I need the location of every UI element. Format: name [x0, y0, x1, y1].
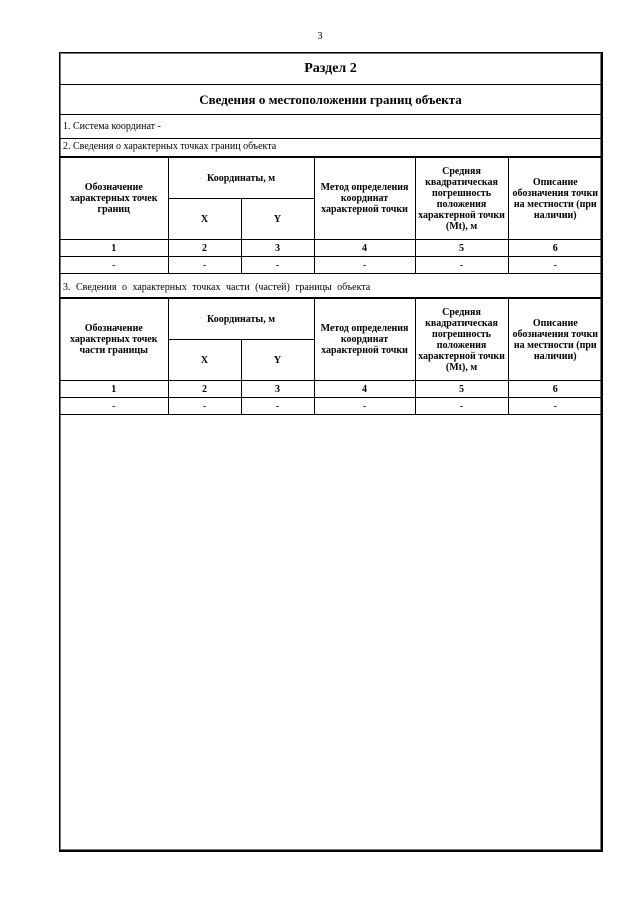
header-y: Y [241, 199, 314, 240]
header-y: Y [241, 340, 314, 381]
table-cell: - [60, 398, 168, 415]
header-error: Средняя квадратическая погрешность положения характерной точки (Mt), м [415, 158, 508, 240]
column-number: 5 [415, 240, 508, 257]
page-number: 3 [317, 31, 323, 42]
header-method: Метод определения координат характерной точки [314, 158, 415, 240]
header-description: Описание обозначения точки на местности (при наличии) [508, 158, 602, 240]
column-number: 3 [241, 240, 314, 257]
column-number: 4 [314, 240, 415, 257]
table-cell: - [314, 257, 415, 274]
header-point-designation: Обозначение характерных точек границ [60, 158, 168, 240]
section-title: Раздел 2 [60, 53, 601, 85]
column-number: 2 [168, 240, 241, 257]
table-cell: - [314, 398, 415, 415]
column-number: 5 [415, 381, 508, 398]
boundary-part-points-table [60, 298, 602, 415]
table-cell: - [60, 257, 168, 274]
column-number: 4 [314, 381, 415, 398]
table-cell: - [508, 257, 602, 274]
header-description: Описание обозначения точки на местности (при наличии) [508, 299, 602, 381]
column-number-row [60, 381, 602, 398]
boundary-points-table [60, 157, 602, 274]
header-coordinates: Координаты, м [168, 158, 314, 199]
table-cell: - [241, 257, 314, 274]
coordinate-system-line: 1. Система координат - [60, 115, 601, 139]
column-number: 1 [60, 240, 168, 257]
table-cell: - [168, 257, 241, 274]
header-x: X [168, 340, 241, 381]
header-method: Метод определения координат характерной точки [314, 299, 415, 381]
column-number-row [60, 240, 602, 257]
parts-section-line: 3. Сведения о характерных точках части (частей) границы объекта [60, 280, 601, 298]
header-point-designation: Обозначение характерных точек части границы [60, 299, 168, 381]
info-title: Сведения о местоположении границ объекта [60, 85, 601, 115]
header-error: Средняя квадратическая погрешность положения характерной точки (Mt), м [415, 299, 508, 381]
column-number: 6 [508, 240, 602, 257]
document-frame [59, 52, 603, 852]
header-coordinates: Координаты, м [168, 299, 314, 340]
table-row [60, 257, 602, 274]
table-cell: - [241, 398, 314, 415]
table-cell: - [508, 398, 602, 415]
column-number: 3 [241, 381, 314, 398]
table-cell: - [415, 398, 508, 415]
column-number: 6 [508, 381, 602, 398]
column-number: 1 [60, 381, 168, 398]
column-number: 2 [168, 381, 241, 398]
points-section-line: 2. Сведения о характерных точках границ объекта [60, 139, 601, 157]
header-x: X [168, 199, 241, 240]
table-row [60, 398, 602, 415]
table-cell: - [415, 257, 508, 274]
table-cell: - [168, 398, 241, 415]
